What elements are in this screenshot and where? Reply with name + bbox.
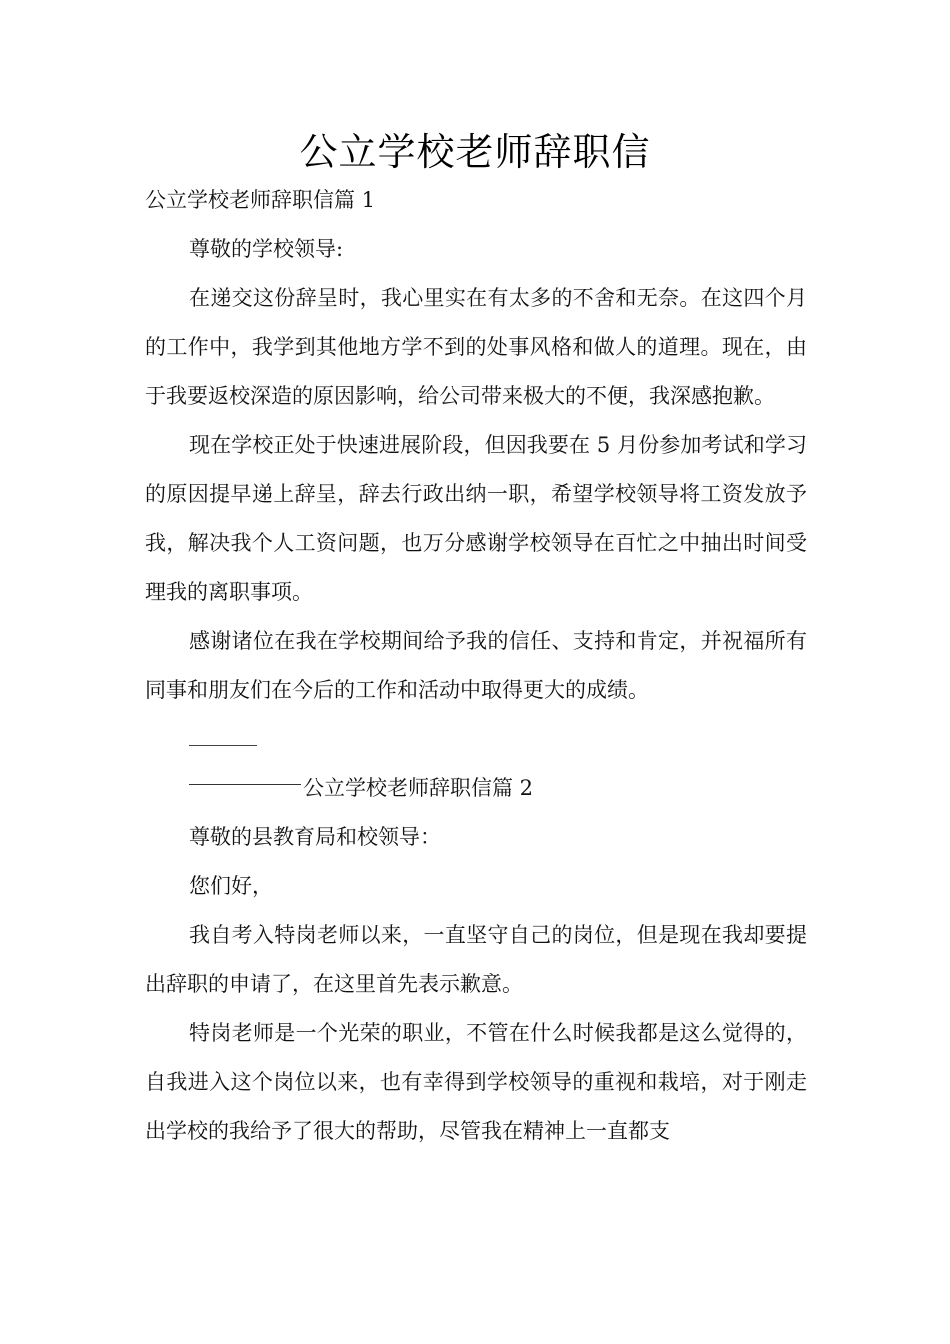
section1-heading: 公立学校老师辞职信篇 1 xyxy=(145,188,376,212)
section2-salutation: 尊敬的县教育局和校领导： xyxy=(189,825,441,849)
section1-paragraph: 现在学校正处于快速进展阶段，但因我要在 5 月份参加考试和学习的原因提早递上辞呈，辞去行政出纳一职，希望学校领导将工资发放予我，解决我个人工资问题，也万分感谢学校领导在百忙之中抽出时间受理我的离职事项。 xyxy=(145,433,807,604)
blank-underline xyxy=(189,760,301,785)
section1-paragraph: 在递交这份辞呈时，我心里实在有太多的不舍和无奈。在这四个月的工作中，我学到其他地方学不到的处事风格和做人的道理。现在，由于我要返校深造的原因影响，给公司带来极大的不便，我深感抱歉。 xyxy=(145,286,807,408)
document-title: 公立学校老师辞职信 xyxy=(299,130,651,174)
section2-paragraph: 我自考入特岗老师以来，一直坚守自己的岗位，但是现在我却要提出辞职的申请了，在这里首先表示歉意。 xyxy=(145,923,807,996)
section-separator xyxy=(145,715,807,764)
section2-heading-row xyxy=(145,764,807,813)
section2-heading: 公立学校老师辞职信篇 2 xyxy=(303,776,534,800)
separator-line xyxy=(189,745,257,746)
section2-paragraph: 特岗老师是一个光荣的职业，不管在什么时候我都是这么觉得的，自我进入这个岗位以来，也有幸得到学校领导的重视和栽培，对于刚走出学校的我给予了很大的帮助，尽管我在精神上一直都支 xyxy=(145,1021,807,1143)
section1-paragraph: 感谢诸位在我在学校期间给予我的信任、支持和肯定，并祝福所有同事和朋友们在今后的工作和活动中取得更大的成绩。 xyxy=(145,629,807,702)
section1-salutation: 尊敬的学校领导: xyxy=(189,237,344,261)
section2-greeting: 您们好， xyxy=(189,874,273,898)
document-body xyxy=(145,176,807,1156)
